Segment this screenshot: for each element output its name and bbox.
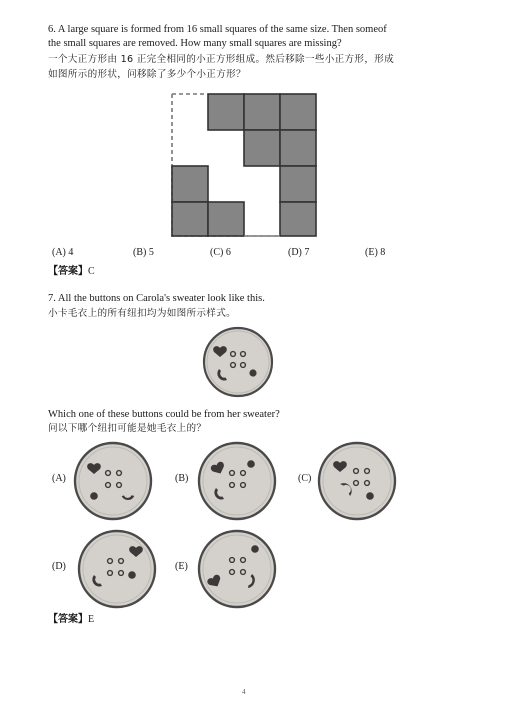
q7-answer	[48, 610, 94, 625]
q6-stem-en-line2: the small squares are removed. How many small squares are missing?	[48, 38, 342, 49]
q7-option-d-label: (D)	[52, 561, 66, 572]
button-face	[199, 443, 275, 519]
button-face	[79, 531, 155, 607]
dot-icon	[247, 460, 255, 468]
square-r1c3	[244, 94, 280, 130]
dot-icon	[90, 492, 98, 500]
q7-answer-value: E	[88, 614, 95, 625]
q6-stem-zh-line1: 一个大正方形由 16 正完全相同的小正方形组成。然后移除一些小正方形，形成	[48, 54, 394, 65]
page-number: 4	[242, 688, 246, 696]
square-r4c1	[172, 202, 208, 236]
q7-reference-button	[201, 325, 275, 399]
q7-option-d-button	[76, 528, 158, 610]
q6-option-b: (B) 5	[133, 247, 154, 258]
q6-stem-zh-line2: 如图所示的形状，问移除了多少个小正方形？	[48, 69, 246, 80]
q7-option-c-button	[316, 440, 398, 522]
q6-option-d: (D) 7	[288, 247, 310, 258]
button-face	[199, 531, 275, 607]
dot-icon	[366, 492, 374, 500]
q7-stem-en: 7. All the buttons on Carola's sweater look like this.	[48, 293, 265, 304]
dot-icon	[249, 369, 256, 376]
square-r3c1	[172, 166, 208, 202]
q6-stem-en-line1: 6. A large square is formed from 16 small squares of the same size. Then someof	[48, 24, 387, 35]
q7-option-b-button	[196, 440, 278, 522]
q6-squares-figure	[168, 90, 318, 240]
q7-option-e-label: (E)	[175, 561, 188, 572]
button-face	[204, 328, 272, 396]
q6-option-e: (E) 8	[365, 247, 386, 258]
q7-option-a-label: (A)	[52, 473, 66, 484]
square-r3c4	[280, 166, 316, 202]
square-r4c4	[280, 202, 316, 236]
button-face	[75, 443, 151, 519]
q7-stem-zh: 小卡毛衣上的所有纽扣均为如图所示样式。	[48, 308, 236, 319]
q6-answer-label: 【答案】	[48, 266, 88, 277]
q7-option-b-label: (B)	[175, 473, 189, 484]
q7-option-c-label: (C)	[298, 473, 312, 484]
q6-option-c: (C) 6	[210, 247, 231, 258]
q7-answer-label: 【答案】	[48, 614, 88, 625]
square-r1c2	[208, 94, 244, 130]
q6-answer-value: C	[88, 266, 95, 277]
q7-question-zh: 问以下哪个纽扣可能是她毛衣上的？	[48, 423, 207, 434]
dot-icon	[251, 545, 259, 553]
q7-option-e-button	[196, 528, 278, 610]
square-r4c2	[208, 202, 244, 236]
square-r2c4	[280, 130, 316, 166]
q7-question-en: Which one of these buttons could be from her sweater?	[48, 409, 280, 420]
q7-option-a-button	[72, 440, 154, 522]
q6-answer	[48, 262, 95, 277]
square-r1c4	[280, 94, 316, 130]
dot-icon	[128, 571, 136, 579]
square-r2c3	[244, 130, 280, 166]
q6-option-a: (A) 4	[52, 247, 74, 258]
